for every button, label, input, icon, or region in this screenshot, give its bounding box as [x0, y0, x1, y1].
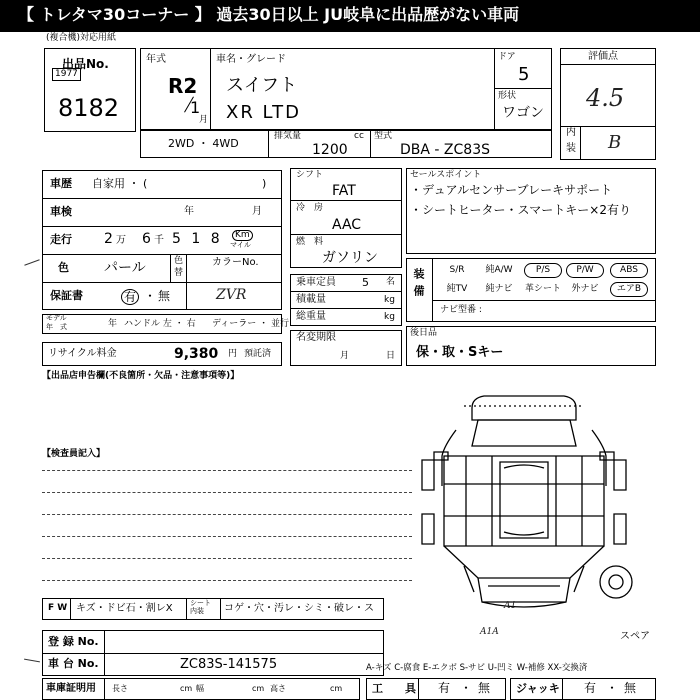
lot-stamp: 1977	[52, 68, 81, 81]
year-month-unit: 月	[199, 115, 209, 125]
damage-codes: A-キズ C-腐食 E-エクボ S-サビ U-凹ミ W-補修 XX-交換済	[366, 663, 588, 673]
equip-b-3: 外ナビ	[571, 284, 599, 294]
drive-type: 2WD ・ 4WD	[168, 137, 239, 150]
color-no-value: ZVR	[216, 287, 247, 303]
equipment-label: 装備	[412, 268, 425, 302]
mileage-a: 2	[104, 231, 113, 247]
mileage-unit-mile: マイル	[230, 241, 251, 249]
fuel-value: ガソリン	[322, 250, 378, 266]
cert-dim-5: cm	[330, 684, 343, 693]
capacity-label: 乗車定員	[296, 277, 336, 288]
disp-unit: cc	[354, 131, 364, 141]
remarks-label: 【出品店申告欄(不良箇所・欠品・注意事項等)】	[42, 371, 240, 381]
cert-dim-2: 幅	[196, 684, 204, 693]
name-change-month: 月	[340, 351, 350, 361]
capacity-value: 5	[362, 276, 369, 289]
cert-dim-1: cm	[180, 684, 193, 693]
after-day-value: 保・取・Sキー	[416, 345, 504, 360]
equip-b-2: 革シート	[525, 284, 562, 294]
recycle-status: 預託済	[244, 349, 272, 359]
name-change-label: 名変期限	[296, 332, 336, 343]
warranty-no: 無	[158, 289, 171, 303]
inspector-label: 【検査員記入】	[42, 449, 106, 459]
fw-legend: キズ・ドビ石・割レX	[76, 603, 173, 614]
recycle-label: リサイクル料金	[48, 348, 117, 359]
seat-legend: コゲ・穴・汚レ・シミ・破レ・ス	[224, 603, 374, 614]
tools-sep: ・	[460, 681, 473, 695]
history-label: 車歴	[50, 177, 72, 190]
aircon-value: AAC	[332, 217, 362, 233]
jack-yes: 有	[584, 681, 597, 695]
shift-label: シフト	[296, 170, 324, 180]
interior-score: B	[608, 132, 622, 153]
inspection-month: 月	[252, 206, 262, 217]
warranty-sep: ・	[144, 289, 157, 303]
aircon-label: 冷 房	[296, 203, 324, 213]
shape-value: ワゴン	[502, 105, 544, 121]
equip-a-3: P/W	[566, 263, 604, 278]
model-label-1: モデル	[46, 314, 67, 322]
name-change-day: 日	[386, 351, 396, 361]
interior-label-1: 内	[566, 127, 576, 138]
color-value: パール	[104, 260, 146, 276]
lot-label: 出品No.	[62, 57, 109, 71]
shape-label: 形状	[498, 91, 517, 101]
margin-mark	[24, 259, 39, 265]
lot-number: 8182	[58, 94, 120, 122]
cert-dim-4: 高さ	[270, 684, 286, 693]
car-name: スイフト	[226, 75, 298, 96]
history-value: 自家用 ・ (	[92, 177, 148, 190]
score-label: 評価点	[588, 51, 618, 62]
mileage-unit-km: Km	[232, 230, 253, 241]
spare-label: スペア	[620, 631, 650, 642]
sales-point-1: ・デュアルセンサーブレーキサポート	[410, 183, 613, 197]
equip-a-1: 純A/W	[485, 265, 513, 275]
model-year: 年	[108, 319, 118, 329]
navi-model-label: ナビ型番 :	[440, 305, 482, 315]
car-grade: XR LTD	[226, 102, 301, 123]
mileage-label: 走行	[50, 233, 72, 246]
jack-no: 無	[624, 681, 637, 695]
score-value: 4.5	[586, 84, 625, 112]
diagram-mark-2: A1A	[480, 627, 499, 637]
shift-value: FAT	[332, 183, 356, 199]
warranty-label: 保証書	[50, 289, 83, 302]
door-count: 5	[518, 64, 530, 85]
model-label-2: 年 式	[46, 323, 67, 331]
load-unit: kg	[384, 295, 395, 305]
equip-b-1: 純ナビ	[485, 284, 513, 294]
model-code: DBA - ZC83S	[400, 142, 490, 158]
mileage-c: 5 1 8	[172, 231, 223, 247]
cert-dim-3: cm	[252, 684, 265, 693]
gross-unit: kg	[384, 312, 395, 322]
inspection-year: 年	[184, 206, 194, 217]
tools-no: 無	[478, 681, 491, 695]
sheet-subtitle: (複合機)対応用紙	[46, 33, 117, 43]
fw-label: F W	[48, 603, 68, 613]
equip-b-0: 純TV	[446, 284, 468, 294]
sales-point-2: ・シートヒーター・スマートキー×2有り	[410, 203, 631, 217]
year-month: 1	[190, 98, 201, 117]
registration-label: 登 録 No.	[48, 635, 99, 648]
mileage-b: 6	[142, 231, 151, 247]
margin-mark-2	[24, 659, 40, 663]
type-label: 型式	[374, 131, 393, 141]
capacity-unit: 名	[386, 277, 396, 287]
equip-a-2: P/S	[524, 263, 562, 278]
warranty-yes: 有	[121, 289, 139, 305]
diagram-mark-1: A1	[504, 601, 517, 611]
cert-dim-0: 長さ	[112, 684, 128, 693]
equip-a-4: ABS	[610, 263, 648, 278]
mileage-unit-sen: 千	[154, 235, 164, 246]
color-label: 色	[58, 261, 69, 274]
chassis-value: ZC83S-141575	[180, 657, 278, 672]
seat-label: シート内装	[190, 599, 211, 615]
fuel-label: 燃 料	[296, 237, 324, 247]
name-label: 車名・グレード	[216, 54, 286, 65]
door-label: ドア	[498, 52, 516, 62]
car-diagram	[404, 386, 644, 626]
sales-point-label: セールスポイント	[410, 170, 482, 180]
disp-label: 排気量	[274, 131, 302, 141]
equip-b-4: エアB	[610, 282, 648, 297]
inspection-label: 車検	[50, 205, 72, 218]
color-no-label: カラーNo.	[212, 257, 259, 268]
tools-label: 工 具	[372, 682, 416, 695]
color-change-2: 替	[174, 268, 184, 278]
equip-a-0: S/R	[449, 265, 465, 275]
tools-yes: 有	[438, 681, 451, 695]
recycle-unit: 円	[228, 349, 238, 359]
load-label: 積載量	[296, 294, 326, 305]
chassis-label: 車 台 No.	[48, 657, 99, 670]
year-label: 年式	[146, 54, 166, 65]
jack-sep: ・	[606, 681, 619, 695]
year-era: R2	[168, 74, 198, 98]
garage-cert-label: 車庫証明用	[46, 683, 96, 694]
model-dealer: ディーラー ・ 並行	[212, 319, 290, 329]
model-handle: ハンドル 左 ・ 右	[124, 319, 196, 329]
jack-label: ジャッキ	[516, 682, 560, 695]
interior-label-2: 装	[566, 143, 576, 154]
history-close: )	[262, 177, 267, 190]
after-day-label: 後日品	[410, 328, 438, 338]
recycle-amount: 9,380	[174, 346, 219, 362]
gross-label: 総重量	[296, 311, 326, 322]
header-title: 【 トレタマ30コーナー 】 過去30日以上 JU岐阜に出品歴がない車両	[18, 5, 520, 24]
displacement: 1200	[312, 142, 348, 158]
color-change-1: 色	[174, 256, 184, 266]
mileage-unit-man: 万	[116, 235, 126, 246]
